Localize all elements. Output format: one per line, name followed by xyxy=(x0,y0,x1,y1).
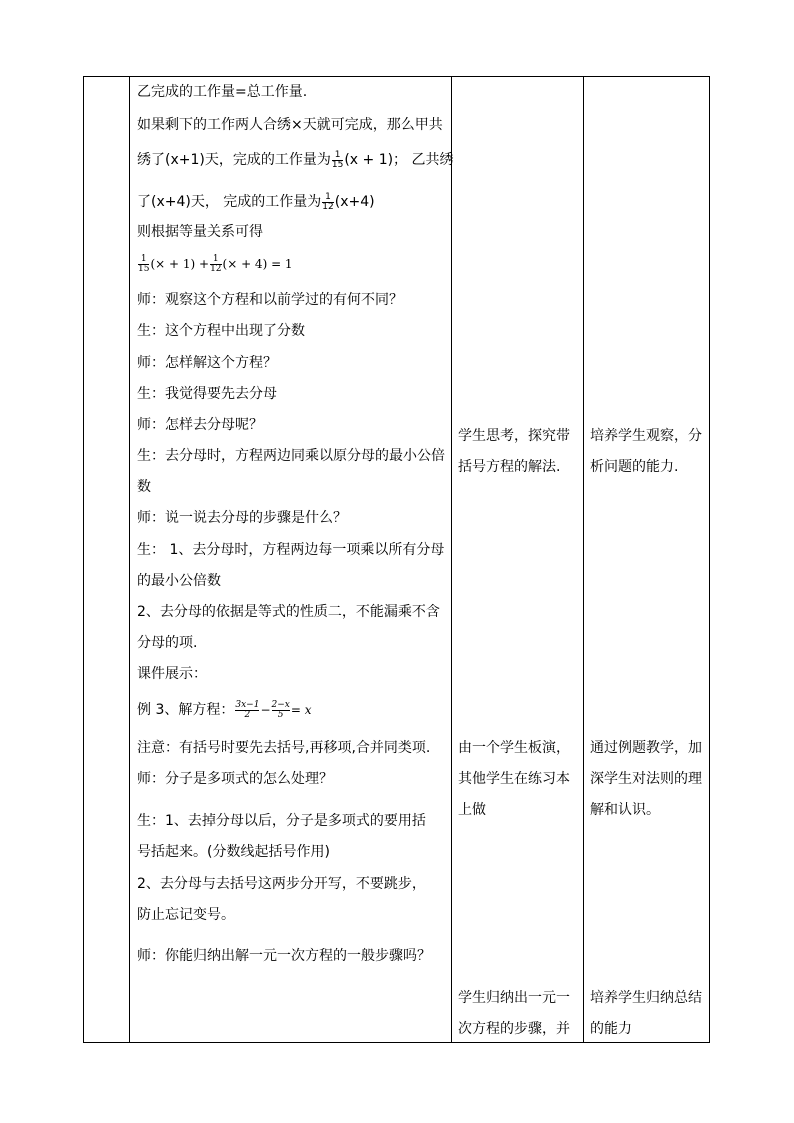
text-line: 生： 1、去分母时，方程两边每一项乘以所有分母 xyxy=(137,542,445,558)
equation-segment: − xyxy=(260,703,271,717)
text-line: 其他学生在练习本 xyxy=(458,771,570,787)
text-line: 解和认识。 xyxy=(590,802,660,818)
example-line xyxy=(137,700,311,720)
text-line: 次方程的步骤，并 xyxy=(458,1021,570,1037)
fraction xyxy=(235,701,259,720)
text-line: 则根据等量关系可得 xyxy=(137,224,263,240)
text-line: 数 xyxy=(137,479,151,495)
fraction-numerator: 1 xyxy=(325,191,331,202)
text-segment: (x+4) xyxy=(334,194,375,210)
text-segment: 绣了(x+1)天，完成的工作量为 xyxy=(137,152,331,168)
fraction-numerator: 1 xyxy=(212,254,219,264)
text-line xyxy=(137,192,375,212)
text-line: 注意：有括号时要先去括号,再移项,合并同类项. xyxy=(137,740,431,756)
text-line: 2、去分母与去括号这两步分开写，不要跳步， xyxy=(137,876,426,892)
text-line xyxy=(137,150,454,170)
text-line: 师：怎样去分母呢？ xyxy=(137,417,263,433)
fraction xyxy=(272,701,290,720)
fraction xyxy=(138,255,149,274)
fraction-denominator: 15 xyxy=(331,159,344,170)
text-segment: (x + 1)； 乙共绣 xyxy=(344,152,454,168)
equation-line xyxy=(137,254,293,274)
text-line: 学生思考，探究带 xyxy=(458,428,570,444)
text-line: 师：怎样解这个方程？ xyxy=(137,355,277,371)
example-equation xyxy=(234,700,312,720)
text-segment: 了(x+4)天， 完成的工作量为 xyxy=(137,194,322,210)
text-line: 生：这个方程中出现了分数 xyxy=(137,323,305,339)
fraction-denominator: 12 xyxy=(322,201,334,212)
text-line: 培养学生归纳总结 xyxy=(590,990,702,1006)
text-line: 析问题的能力. xyxy=(590,459,679,475)
fraction-denominator: 15 xyxy=(138,264,150,274)
text-line: 生：1、去掉分母以后，分子是多项式的要用括 xyxy=(137,813,426,829)
text-line: 课件展示： xyxy=(137,666,207,682)
text-line: 培养学生观察，分 xyxy=(590,428,702,444)
fraction-denominator: 5 xyxy=(272,710,290,720)
text-line: 师：分子是多项式的怎么处理？ xyxy=(137,771,333,787)
text-line: 生：去分母时，方程两边同乘以原分母的最小公倍 xyxy=(137,448,445,464)
column-divider xyxy=(583,77,584,1042)
text-line: 生：我觉得要先去分母 xyxy=(137,386,277,402)
fraction-numerator: 1 xyxy=(140,254,147,264)
equation-segment: = x xyxy=(290,703,312,717)
column-divider xyxy=(129,77,130,1042)
equation-segment: (× + 4) = 1 xyxy=(222,257,293,271)
text-line: 上做 xyxy=(458,802,486,818)
text-line: 2、去分母的依据是等式的性质二，不能漏乘不含 xyxy=(137,604,440,620)
text-line: 师：观察这个方程和以前学过的有何不同？ xyxy=(137,292,403,308)
fraction xyxy=(210,255,221,274)
fraction-denominator: 2 xyxy=(235,710,259,720)
fraction-denominator: 12 xyxy=(210,264,222,274)
fraction-numerator: 2−x xyxy=(271,700,290,710)
text-line: 号括起来。(分数线起括号作用) xyxy=(137,844,330,860)
text-line: 防止忘记变号。 xyxy=(137,907,235,923)
equation-segment: (× + 1) + xyxy=(150,257,210,271)
text-line: 的能力 xyxy=(590,1021,632,1037)
text-line: 通过例题教学，加 xyxy=(590,740,702,756)
text-line: 深学生对法则的理 xyxy=(590,771,702,787)
text-line: 学生归纳出一元一 xyxy=(458,990,570,1006)
text-line: 括号方程的解法. xyxy=(458,459,561,475)
fraction xyxy=(332,151,343,170)
text-line: 师：说一说去分母的步骤是什么？ xyxy=(137,510,347,526)
fraction-numerator: 3x−1 xyxy=(235,700,260,710)
fraction-numerator: 1 xyxy=(334,149,341,160)
text-line: 的最小公倍数 xyxy=(137,573,221,589)
text-line: 师：你能归纳出解一元一次方程的一般步骤吗？ xyxy=(137,948,431,964)
text-line: 由一个学生板演， xyxy=(458,740,570,756)
text-line: 乙完成的工作量=总工作量. xyxy=(137,84,308,100)
text-line: 分母的项. xyxy=(137,635,198,651)
example-label: 例 3、解方程： xyxy=(137,702,235,718)
text-line: 如果剩下的工作两人合绣×天就可完成，那么甲共 xyxy=(137,117,443,133)
fraction xyxy=(322,193,333,212)
column-divider xyxy=(451,77,452,1042)
